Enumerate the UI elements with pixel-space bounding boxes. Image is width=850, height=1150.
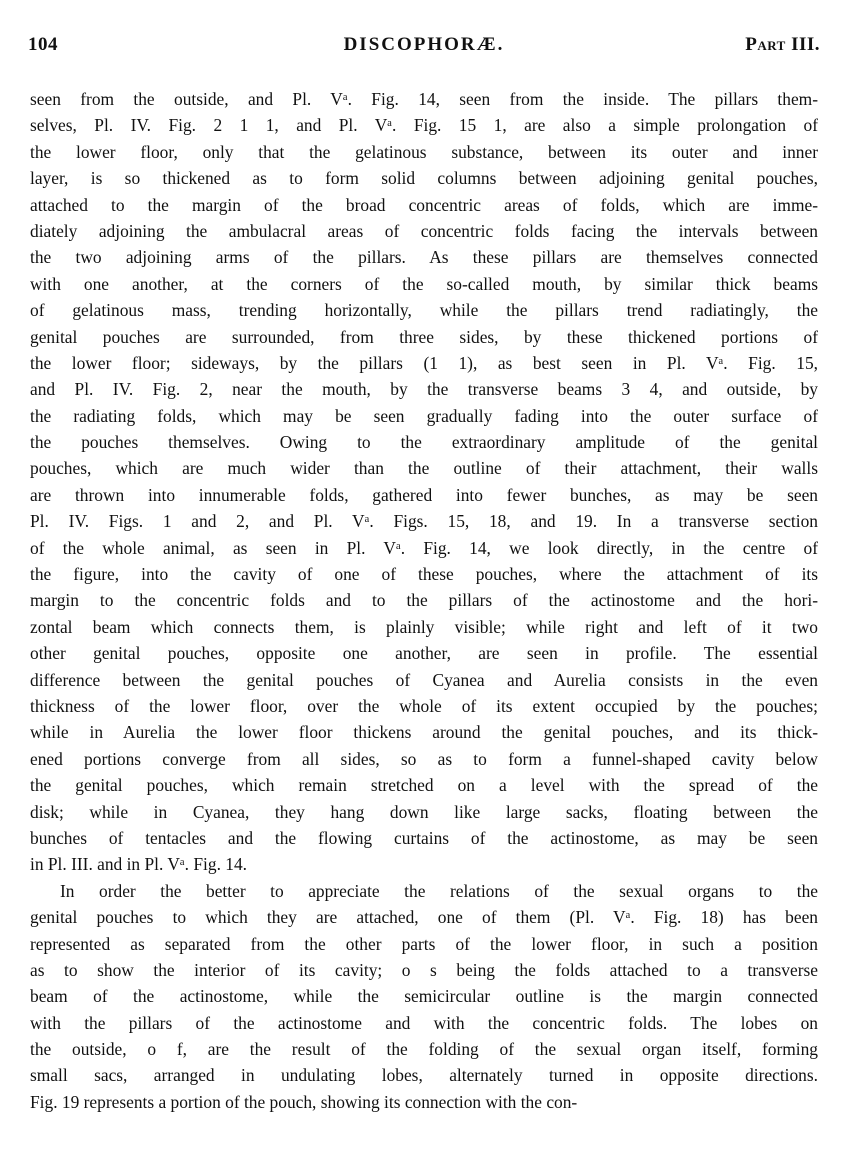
text-line: in Pl. III. and in Pl. Vᵃ. Fig. 14. [30, 854, 248, 875]
text-line: beam of the actinostome, while the semicircular outline is the margin connected [30, 986, 818, 1007]
text-line: of the whole animal, as seen in Pl. Vᵃ. Fig. 14, we look directly, in the centre of [30, 537, 818, 558]
text-line: attached to the margin of the broad concentric areas of folds, which are imme- [30, 194, 818, 215]
page-number: 104 [28, 34, 58, 55]
text-line: and Pl. IV. Fig. 2, near the mouth, by the transverse beams 3 4, and outside, by [30, 379, 818, 400]
text-line: In order the better to appreciate the relations of the sexual organs to the [60, 880, 818, 901]
text-line: while in Aurelia the lower floor thickens around the genital pouches, and its thick- [30, 722, 818, 743]
text-line: disk; while in Cyanea, they hang down like large sacks, floating between the [30, 801, 818, 822]
text-line: bunches of tentacles and the flowing curtains of the actinostome, as may be seen [30, 827, 818, 848]
text-line: of gelatinous mass, trending horizontally, while the pillars trend radiatingly, the [30, 300, 818, 321]
text-line: Fig. 19 represents a portion of the pouch, showing its connection with the con- [30, 1091, 578, 1112]
paragraph-1 [30, 86, 818, 878]
text-line: ened portions converge from all sides, so as to form a funnel-shaped cavity below [30, 748, 818, 769]
text-line: the lower floor, only that the gelatinous substance, between its outer and inner [30, 141, 818, 162]
text-line: pouches, which are much wider than the outline of their attachment, their walls [30, 458, 818, 479]
text-line: with the pillars of the actinostome and with the concentric folds. The lobes on [30, 1012, 818, 1033]
text-line: thickness of the lower floor, over the whole of its extent occupied by the pouches; [30, 695, 818, 716]
running-title: DISCOPHORÆ. [343, 34, 505, 55]
text-line: the pouches themselves. Owing to the extraordinary amplitude of the genital [30, 432, 818, 453]
text-line: genital pouches to which they are attached, one of them (Pl. Vᵃ. Fig. 18) has been [30, 907, 818, 928]
text-line: the two adjoining arms of the pillars. As these pillars are themselves connected [30, 247, 818, 268]
text-line: layer, is so thickened as to form solid columns between adjoining genital pouches, [30, 168, 818, 189]
text-line: with one another, at the corners of the so-called mouth, by similar thick beams [30, 273, 818, 294]
text-line: are thrown into innumerable folds, gathered into fewer bunches, as may be seen [30, 484, 818, 505]
text-line: difference between the genital pouches of Cyanea and Aurelia consists in the even [30, 669, 818, 690]
text-line: small sacs, arranged in undulating lobes, alternately turned in opposite directions. [30, 1065, 818, 1086]
text-line: genital pouches are surrounded, from three sides, by these thickened portions of [30, 326, 818, 347]
text-line: seen from the outside, and Pl. Vᵃ. Fig. 14, seen from the inside. The pillars them- [30, 89, 818, 109]
running-head [28, 34, 820, 60]
text-line: the lower floor; sideways, by the pillars (1 1), as best seen in Pl. Vᵃ. Fig. 15, [30, 352, 818, 373]
part-label: Part III. [745, 34, 820, 55]
text-line: the genital pouches, which remain stretched on a level with the spread of the [30, 775, 818, 796]
text-line: the figure, into the cavity of one of these pouches, where the attachment of its [30, 564, 818, 585]
text-line: represented as separated from the other parts of the lower floor, in such a position [30, 933, 818, 954]
text-line: margin to the concentric folds and to the pillars of the actinostome and the hori- [30, 590, 818, 611]
text-line: as to show the interior of its cavity; o s being the folds attached to a transverse [30, 959, 818, 980]
text-line: Pl. IV. Figs. 1 and 2, and Pl. Vᵃ. Figs. 15, 18, and 19. In a transverse section [30, 511, 818, 532]
body-text [30, 86, 818, 1115]
text-line: the outside, o f, are the result of the folding of the sexual organ itself, forming [30, 1039, 818, 1060]
paragraph-2 [30, 878, 818, 1116]
text-line: selves, Pl. IV. Fig. 2 1 1, and Pl. Vᵃ. Fig. 15 1, are also a simple prolongation of [30, 115, 818, 136]
text-line: other genital pouches, opposite one another, are seen in profile. The essential [30, 643, 818, 664]
text-line: zontal beam which connects them, is plainly visible; while right and left of it two [30, 616, 818, 637]
text-line: diately adjoining the ambulacral areas of concentric folds facing the intervals between [30, 220, 818, 241]
text-line: the radiating folds, which may be seen gradually fading into the outer surface of [30, 405, 818, 426]
